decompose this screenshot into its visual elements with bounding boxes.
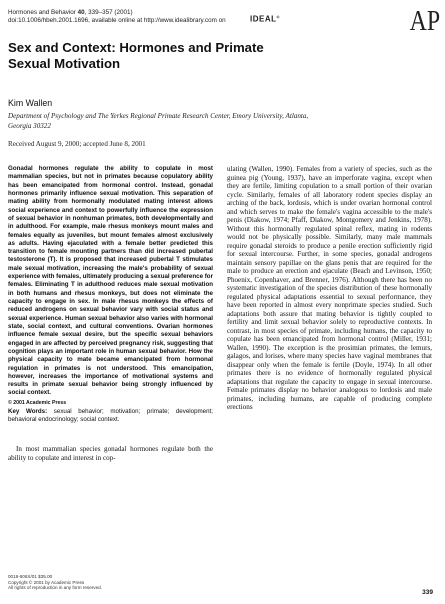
copyright-footer	[8, 574, 102, 591]
ideal-logo	[250, 14, 280, 24]
intro-paragraph: In most mammalian species gonadal hormones regulate both the ability to copulate and interest in cop-	[8, 445, 213, 462]
keywords-label: Key Words:	[8, 407, 48, 415]
article-title: Sex and Context: Hormones and Primate Sexual Motivation	[8, 40, 264, 71]
received-dates: Received August 9, 2000; accepted June 8, 2001	[8, 140, 146, 148]
keywords-list: sexual behavior; motivation; primate; development; behavioral endocrinology; social context.	[8, 407, 213, 424]
journal-citation	[8, 9, 226, 17]
intro-continuation: ulating (Wallen, 1990). Females from a variety of species, such as the guinea pig (Young, 1937), have an imperforate vagina, except when they are fertile, limiting copulation to a small portion of their ovarian cycle. Similarly, females of all laboratory rodent species display an arching of the back, lordosis, which is under ovarian hormonal control and which serves to make the female's vagina accessible to the male's penis (Diakow, 1974; Pfaff, Diakow, Montgomery and Jenkins, 1978). Without this hormonally regulated spinal reflex, mating in rodents would not be physically possible. Similarly, many male mammals require gonadal steroids to produce a penile erection sufficiently rigid for sexual intercourse. Further, in some species, gonadal androgens maintain sensory papillae on the glans penis that are required for the male to produce an erection and ejaculate (Beach and Levinson, 1950; Phoenix, Copenhaver, and Brenner, 1976). Although there has been no systematic investigation of the species distribution of these hormonally regulated physical adaptations essential to sexual performance, they have been reported in almost every nonprimate species studied. Such adaptations both assure that mating behavior is tightly coupled to fertility and limit sexual behavior solely to reproductive contexts. In contrast, in most species of primate, including humans, the capacity to copulate has been emancipated from hormonal control (Miller, 1931; Wallen, 1990). The exception is the prosimian primates, the lemurs, galagos, and lorises, where many species have vaginal membranes that disappear only when the female is fertile (Doyle, 1974). In all other primates there is no evidence of hormonally regulated physical adaptations that regulate the capacity to engage in sexual intercourse. Female primates display no behavior analogous to lordosis and male primates, including humans, are capable of producing complete erections	[227, 165, 432, 411]
journal-name: Hormones and Behavior	[8, 9, 76, 16]
footer-rights: All rights of reproduction in any form reserved.	[8, 585, 102, 591]
right-column	[227, 165, 432, 412]
abstract: Gonadal hormones regulate the ability to copulate in most mammalian species, but not in primates because copulatory ability has been emancipated from hormonal control. Instead, gonadal hormones primarily influence sexual motivation. This separation of mating ability from hormonally modulated mating interest allows social experience and context to powerfully influence the expression of sexual behavior in nonhuman primates, both developmentally and in adulthood. For example, male rhesus monkeys mount males and females equally as juveniles, but mount females almost exclusively as adults. Having ejaculated with a female better predicted this transition to female mounting partners than did increased pubertal testosterone (T). It is proposed that increased pubertal T stimulates male sexual motivation, increasing the male's probability of sexual experience with females, ultimately producing a sexual preference for females. Eliminating T in adulthood reduces male sexual motivation in both humans and rhesus monkeys, but does not eliminate the capacity to engage in sex. In male rhesus monkeys the effects of reduced androgens on sexual behavior vary with social status and sexual experience. Human sexual behavior also varies with hormonal state, social context, and cultural conventions. Ovarian hormones influence female sexual desire, but the specific sexual behaviors engaged in are affected by perceived pregnancy risk, suggesting that cognition plays an important role in human sexual behavior. How the physical capacity to mate became emancipated from hormonal regulation in primates is not understood. This emancipation, however, increases the importance of motivational systems and results in primate sexual behavior being strongly influenced by social context.	[8, 165, 213, 397]
article-author: Kim Wallen	[8, 98, 53, 108]
journal-pages: , 339–357 (2001)	[84, 9, 133, 16]
publisher-logo-letters: AP	[409, 6, 441, 37]
doi-line[interactable]: doi:10.1006/hbeh.2001.1696, available online at http://www.idealibrary.com on	[8, 17, 226, 25]
left-column	[8, 165, 213, 462]
author-affiliation: Department of Psychology and The Yerkes Regional Primate Research Center, Emory University, Atlanta, Georgia 30322	[8, 112, 309, 130]
journal-header	[8, 9, 226, 26]
ideal-brand-text: IDEAL	[250, 14, 277, 24]
footer-issn: 0018-506X/01 $35.00	[8, 574, 53, 579]
journal-volume: 40	[77, 9, 85, 16]
page-number: 339	[422, 589, 433, 596]
abstract-copyright: © 2001 Academic Press	[8, 399, 67, 406]
registered-mark-icon: ®	[276, 14, 280, 19]
academic-press-logo	[407, 2, 441, 42]
keywords	[8, 408, 213, 425]
footer-copyright: Copyright © 2001 by Academic Press	[8, 579, 85, 585]
